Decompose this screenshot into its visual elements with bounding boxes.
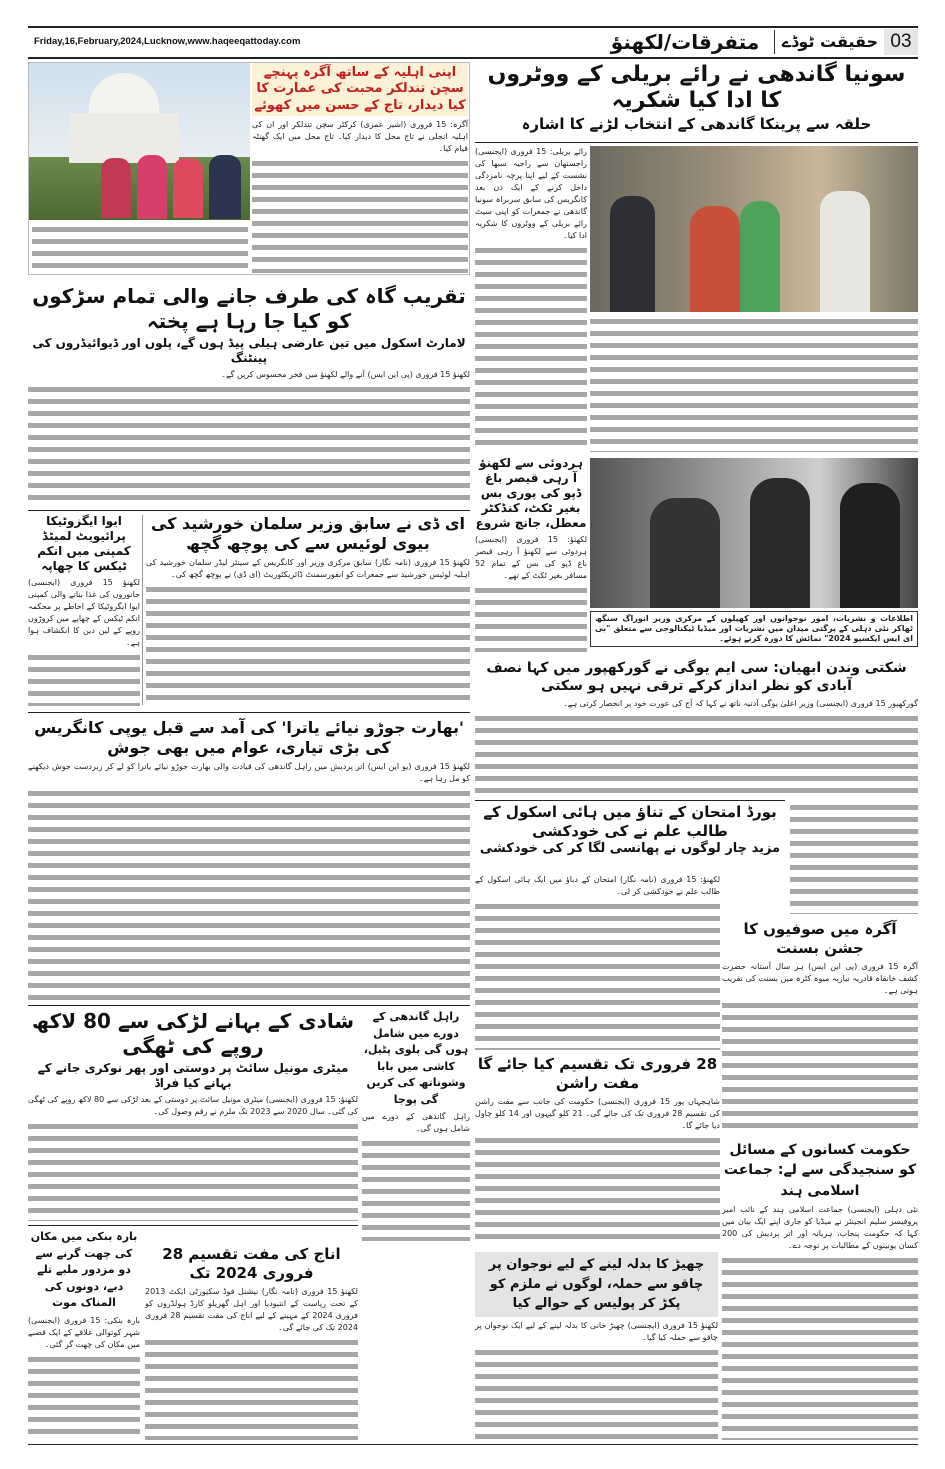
eva-body-lines xyxy=(28,652,140,706)
page-number: 03 xyxy=(884,29,918,55)
rahul-article xyxy=(362,1009,470,1241)
road-body-lines xyxy=(28,384,470,506)
knife-body-lines xyxy=(475,1347,718,1441)
road-article xyxy=(28,284,470,506)
taj-body-lines xyxy=(252,158,468,273)
ed-headline: ای ڈی نے سابق وزیر سلمان خورشید کی بیوی لوئیس سے کی پوچھ گچھ xyxy=(150,514,466,553)
rahul-headline: راہل گاندھی کے دورے میں شامل ہوں گی پلوی پٹیل، کاشی میں بابا وشوناتھ کی کریں گی پوجا xyxy=(363,1010,469,1106)
board-article xyxy=(475,874,720,1050)
barabanki-article xyxy=(28,1229,140,1440)
minister-photo xyxy=(590,458,918,608)
bharat-article xyxy=(28,718,470,1000)
road-subhead: لامارٹ اسکول میں تین عارضی ہیلی پیڈ ہوں گے، پلوں اور ڈیوائیڈروں کی پینٹنگ xyxy=(32,336,466,365)
taj-mahal-photo xyxy=(29,63,250,220)
kisan-body: نئی دہلی (ایجنسی) جماعت اسلامی ہند کے نائب امیر پروفیسر سلیم انجینئر نے میڈیا کو جاری اپنے ایک بیان میں کہا کہ حکومت پنجاب، ہریانہ اور اتر پردیش کی 200 کسان یونینوں کے مطالبات پر توجہ دے۔ xyxy=(722,1204,918,1250)
board-subhead: مزید چار لوگوں نے پھانسی لگا کر کی خودکشی xyxy=(479,840,781,856)
ed-body: لکھنؤ 15 فروری (نامہ نگار) سابق مرکزی وزیر اور کانگریس کے سینئر لیڈر سلمان خورشید کی اہلیہ لوئیس خورشید سے جمعرات کو انفورسمنٹ ڈائریکٹوریٹ (ای ڈی) نے پوچھ گچھ کی۔ xyxy=(146,558,470,579)
agra-body-lines xyxy=(722,1000,918,1135)
rule xyxy=(475,800,785,801)
barabanki-body: بارہ بنکی: 15 فروری (ایجنسی) شہر کوتوالی علاقے کے ایک قصبے میں مکان کی چھت گر گئی۔ xyxy=(28,1315,140,1349)
shaadi-article xyxy=(28,1009,358,1221)
shaadi-body: لکھنؤ: 15 فروری (ایجنسی) میٹری مونیل سائٹ پر دوستی کے بعد لڑکی سے 80 لاکھ روپے کی ٹھگی کی گئی۔ سال 2020 سے 2023 تک ملزم نے رقم وصول کی۔ xyxy=(28,1095,359,1116)
ed-body-lines xyxy=(146,584,470,706)
shakti-body-lines xyxy=(475,713,918,798)
ration-body: شاہجہاں پور 15 فروری (ایجنسی) حکومت کی جانب سے مفت راشن کی تقسیم 28 فروری تک کی جائے گی۔ 21 کلو گیہوں اور 14 کلو چاول دیا جائے گا۔ xyxy=(475,1096,720,1130)
knife-headline: چھیڑ کا بدلہ لینے کے لیے نوجوان پر چاقو سے حملہ، لوگوں نے ملزم کو پکڑ کر پولیس کے حوالے کیا xyxy=(475,1252,718,1317)
rule xyxy=(475,142,918,143)
shaadi-subhead: میٹری مونیل سائٹ پر دوستی اور پھر نوکری جانے کے بہانے کیا فراڈ xyxy=(37,1061,349,1090)
board-body: لکھنؤ: 15 فروری (نامہ نگار) امتحان کے دباؤ میں ایک ہائی اسکول کے طالب علم نے خودکشی کر لی۔ xyxy=(475,875,721,896)
ration-body-lines xyxy=(475,1135,720,1246)
board-header xyxy=(475,803,785,871)
barabanki-body-lines xyxy=(28,1354,140,1441)
shakti-body-lines-2 xyxy=(790,802,918,914)
hardoi-article xyxy=(475,456,587,652)
sonia-photo xyxy=(590,146,918,312)
kisan-headline: حکومت کسانوں کے مسائل کو سنجیدگی سے لے: جماعت اسلامی ہند xyxy=(723,1142,917,1199)
kisan-body-lines xyxy=(722,1255,918,1440)
sonia-headline: سونیا گاندھی نے رائے بریلی کے ووٹروں کا ادا کیا شکریہ xyxy=(487,62,906,114)
rule xyxy=(28,510,470,511)
sonia-article xyxy=(475,146,587,452)
ration-article xyxy=(475,1055,720,1245)
photo-caption: اطلاعات و نشریات، امور نوجوانوں اور کھیلوں کے مرکزی وزیر انوراگ سنگھ ٹھاکر نئی دہلی کے پرگتی میدان میں نشریات اور میڈیا ٹیکنالوجی سے متعلق "بی ای ایس ایکسپو 2024" نمائش کا دورہ کرتے ہوئے۔ xyxy=(590,611,918,647)
header-bottom-rule xyxy=(28,57,918,59)
bharat-headline: 'بھارت جوڑو نیائے یاترا' کی آمد سے قبل یوپی کانگریس کی بڑی تیاری، عوام میں بھی جوش xyxy=(34,718,464,757)
agra-headline: آگرہ میں صوفیوں کا جشن بسنت xyxy=(743,920,897,957)
anaj-headline: اناج کی مفت تقسیم 28 فروری 2024 تک xyxy=(162,1245,341,1282)
hardoi-body: لکھنؤ: 15 فروری (ایجنسی) ہردوئی سے لکھنؤ آ رہی قیصر باغ ڈپو کی بس کے تمام 52 مسافر بغیر ٹکٹ کے تھے۔ xyxy=(475,535,588,580)
agra-body: آگرہ 15 فروری (پی این ایس) ہر سال آستانہ حضرت کشف خانقاہ قادریہ نیازیہ میوہ کٹرہ میں بسنت کی تقریب ہوتی ہے۔ xyxy=(722,961,918,995)
bharat-body: لکھنؤ 15 فروری (یو این ایس) اتر پردیش میں راہل گاندھی کی قیادت والی بھارت جوڑو نیائے یاترا کو لے کر زبردست جوش دیکھنے کو مل رہا ہے۔ xyxy=(28,762,470,783)
hardoi-body-lines xyxy=(475,585,587,652)
taj-body-lines-bottom xyxy=(32,224,248,272)
hardoi-headline: ہردوئی سے لکھنؤ آ رہی قیصر باغ ڈپو کی پوری بس بغیر ٹکٹ، کنڈکٹر معطل، جانچ شروع xyxy=(475,456,587,530)
anaj-body: لکھنؤ 15 فروری (نامہ نگار) نیشنل فوڈ سکیورٹی ایکٹ 2013 کے تحت ریاست کے انتیودیا اور اہل گھریلو کارڈ ہولڈروں کو فروری 2024 کے مہینے کے لیے اناج کی مفت تقسیم 28 فروری 2024 تک کی جائے گی۔ xyxy=(145,1286,358,1332)
divider xyxy=(774,30,775,54)
anaj-body-lines xyxy=(145,1337,358,1441)
taj-body: آگرہ: 15 فروری (اشیر عمری) کرکٹر سچن تندلکر اور ان کی اہلیہ انجلی نے تاج محل کا دیدار کیا۔ تاج محل میں ایک گھنٹہ قیام کیا۔ xyxy=(252,119,468,153)
ed-article xyxy=(146,514,470,706)
rahul-body-lines xyxy=(362,1138,470,1241)
rule xyxy=(28,1225,358,1226)
rule xyxy=(28,1005,470,1006)
shaadi-body-lines xyxy=(28,1121,358,1221)
sonia-subhead: حلقہ سے پرینکا گاندھی کے انتخاب لڑنے کا اشارہ xyxy=(521,114,872,133)
board-body-lines xyxy=(475,901,720,1050)
eva-article xyxy=(28,514,140,706)
section-title: متفرقات/لکھنؤ xyxy=(610,30,760,54)
taj-headline: اپنی اہلیہ کے ساتھ آگرہ پہنچے سچن تندلکر محبت کی عمارت کا کیا دیدار، تاج کے حسن میں کھوئے xyxy=(252,63,468,116)
knife-body: لکھنؤ 15 فروری (ایجنسی) چھیڑ خانی کا بدلہ لینے کے لیے ایک نوجوان پر چاقو سے حملہ کیا گیا۔ xyxy=(475,1320,719,1342)
shakti-article xyxy=(475,660,918,798)
knife-article xyxy=(475,1252,718,1440)
logo: حقیقت ٹوڈے xyxy=(781,32,879,51)
top-rule xyxy=(28,26,918,28)
date-line: Friday,16,February,2024,Lucknow,www.haqeeqattoday.com xyxy=(34,36,301,47)
agra-article xyxy=(722,920,918,1134)
sonia-header xyxy=(475,62,918,140)
sonia-body-lines xyxy=(475,245,587,452)
anaj-article xyxy=(145,1245,358,1440)
shakti-body: گورکھپور 15 فروری (ایجنسی) وزیر اعلیٰ یوگی آدتیہ ناتھ نے کہا کہ آج کی عورت خود پر انحصار کرتی ہے۔ xyxy=(563,699,918,708)
rahul-body: راہل گاندھی کے دورے میں شامل ہوں گی۔ xyxy=(362,1112,470,1133)
rule xyxy=(28,712,470,713)
road-body: لکھنؤ 15 فروری (پی این ایس) آنے والے لکھنؤ میں فخر محسوس کریں گے۔ xyxy=(221,370,470,379)
shaadi-headline: شادی کے بہانے لڑکی سے 80 لاکھ روپے کی ٹھگی xyxy=(31,1009,355,1058)
column-rule xyxy=(142,515,143,705)
bharat-body-lines xyxy=(28,788,470,1000)
eva-body: لکھنؤ 15 فروری (ایجنسی) جانوروں کی غذا بنانے والی کمپنی ایوا ایگزوٹیکا کے احاطے پر محکمہ انکم ٹیکس کے چھاپے میں کروڑوں روپے کے لین دین کا انکشاف ہوا ہے۔ xyxy=(28,578,140,647)
bottom-rule xyxy=(28,1444,918,1445)
barabanki-headline: بارہ بنکی میں مکان کی چھت گرنے سے دو مزدور ملبے تلے دبے، دونوں کی المناک موت xyxy=(30,1230,138,1309)
ration-headline: 28 فروری تک تقسیم کیا جائے گا مفت راشن xyxy=(477,1055,718,1092)
board-headline: بورڈ امتحان کے تناؤ میں ہائی اسکول کے طالب علم نے کی خودکشی xyxy=(483,803,777,840)
sonia-body: رائے بریلی: 15 فروری (ایجنسی) راجستھان سے راجیہ سبھا کی نشست کے لیے اپنا پرچہ نامزدگی داخل کرنے کے ایک دن بعد کانگریس کی سابق سربراہ سونیا گاندھی نے جمعرات کو اپنی سیٹ رائے بریلی کے ووٹروں کا شکریہ ادا کیا۔ xyxy=(475,147,588,240)
sonia-body-lines-2 xyxy=(590,316,918,452)
eva-headline: ایوا ایگزوٹیکا پرائیویٹ لمیٹڈ کمپنی میں انکم ٹیکس کا چھاپہ xyxy=(37,514,131,573)
shakti-headline: شکتی وندن ابھیان: سی ایم یوگی نے گورکھپور میں کہا نصف آبادی کو نظر انداز کرکے ترقی نہیں ہو سکتی xyxy=(486,660,907,694)
kisan-article xyxy=(722,1140,918,1440)
road-headline: تقریب گاہ کی طرف جانے والی تمام سڑکوں کو کیا جا رہا ہے پختہ xyxy=(32,284,466,333)
taj-article xyxy=(252,63,468,273)
